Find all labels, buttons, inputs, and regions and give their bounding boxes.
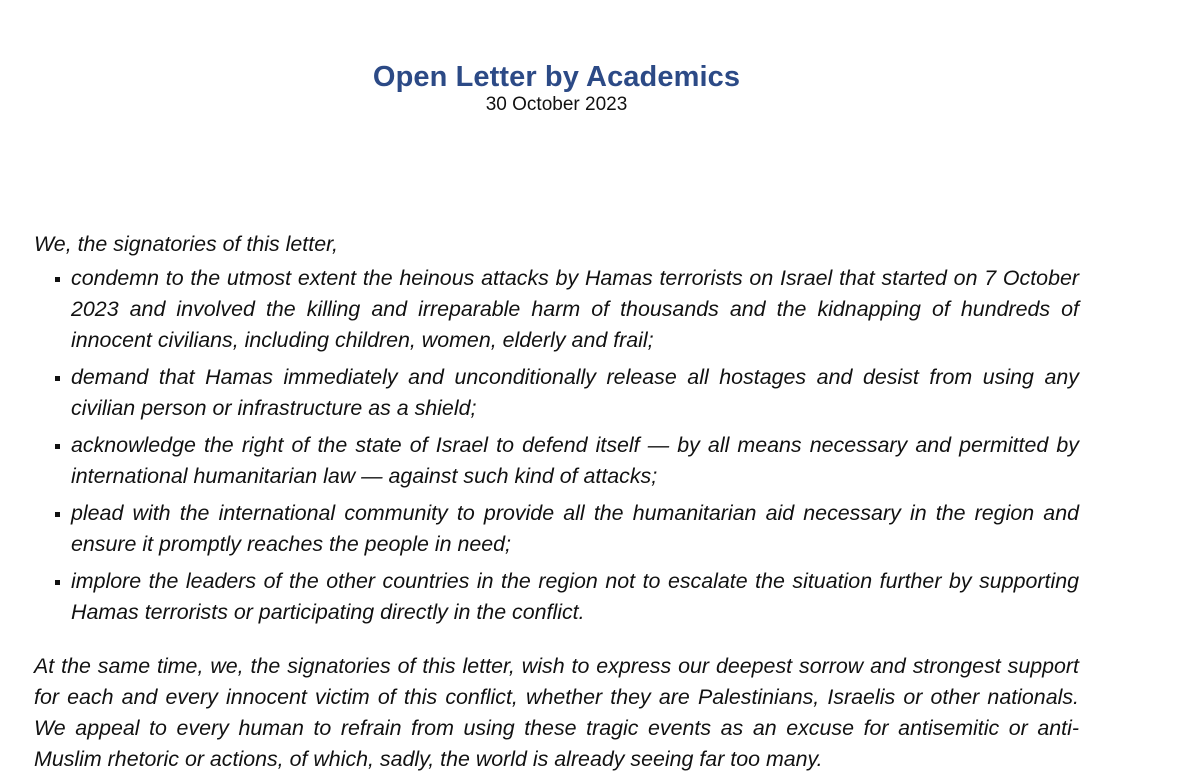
list-item (71, 362, 1079, 424)
list-item (71, 566, 1079, 628)
demands-list (34, 263, 1079, 628)
list-item-text: plead with the international community to provide all the humanitarian aid necessary in the region and ensure it promptly reaches the people in need; (71, 501, 1079, 556)
list-item-text: implore the leaders of the other countries in the region not to escalate the situation further by supporting Hamas terrorists or participating directly in the conflict. (71, 569, 1079, 624)
list-item-text: acknowledge the right of the state of Israel to defend itself — by all means necessary and permitted by international humanitarian law — against such kind of attacks; (71, 433, 1079, 488)
letter-date: 30 October 2023 (485, 94, 628, 115)
list-item (71, 430, 1079, 492)
letter-intro: We, the signatories of this letter, (34, 232, 338, 256)
square-bullet-icon (55, 580, 60, 585)
list-item-text: demand that Hamas immediately and unconditionally release all hostages and desist from using any civilian person or infrastructure as a shield; (71, 365, 1079, 420)
square-bullet-icon (55, 277, 60, 282)
page-title: Open Letter by Academics (372, 61, 741, 94)
list-item (71, 263, 1079, 356)
square-bullet-icon (55, 512, 60, 517)
list-item (71, 498, 1079, 560)
letter-closing-paragraph: At the same time, we, the signatories of this letter, wish to express our deepest sorrow and strongest support for each and every innocent victim of this conflict, whether they are Palestinians, Israelis or other nationals. We appeal to every human to refrain from using these tragic events as an excuse for antisemitic or anti-Muslim rhetoric or actions, of which, sadly, the world is already seeing far too many. (34, 654, 1079, 771)
letter-body (34, 229, 1079, 775)
square-bullet-icon (55, 444, 60, 449)
square-bullet-icon (55, 376, 60, 381)
list-item-text: condemn to the utmost extent the heinous attacks by Hamas terrorists on Israel that started on 7 October 2023 and involved the killing and irreparable harm of thousands and the kidnapping of hundreds of innocent civilians, including children, women, elderly and frail; (71, 266, 1079, 352)
